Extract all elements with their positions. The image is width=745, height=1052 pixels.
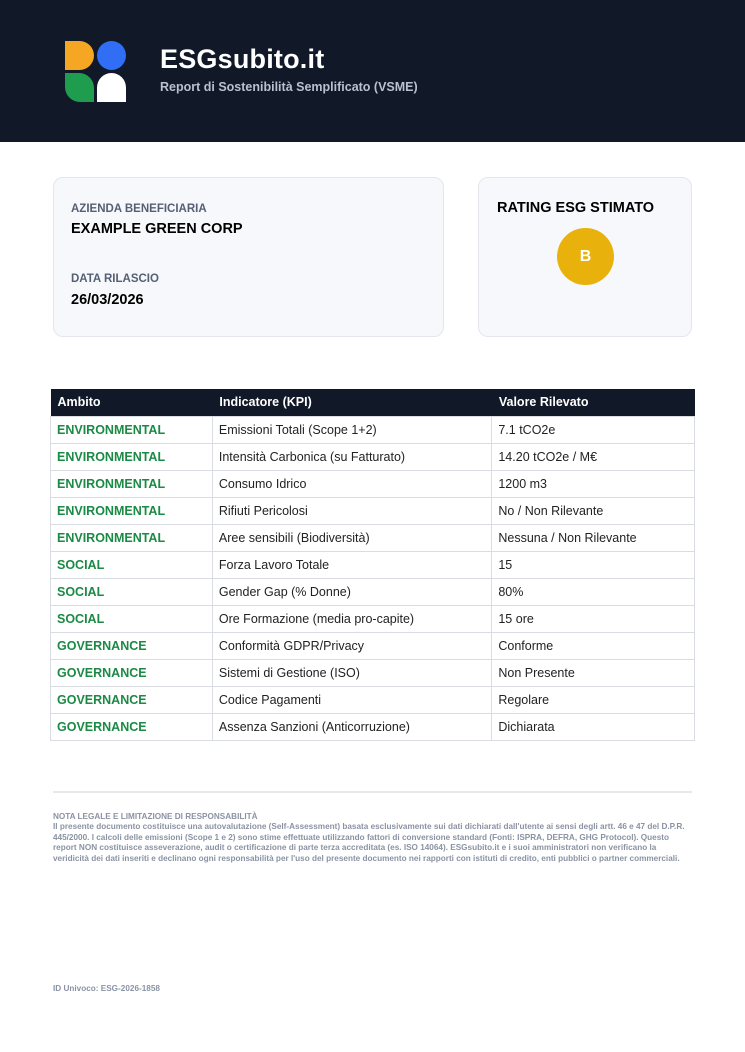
- cell-ambito: ENVIRONMENTAL: [51, 497, 213, 524]
- column-header-ambito: Ambito: [51, 389, 213, 416]
- rating-grade-badge: B: [557, 228, 614, 285]
- legal-title: NOTA LEGALE E LIMITAZIONE DI RESPONSABILITÀ: [53, 812, 258, 821]
- cell-ambito: SOCIAL: [51, 605, 213, 632]
- table-header-row: [51, 389, 695, 416]
- cell-valore: 15: [492, 551, 695, 578]
- cell-ambito: ENVIRONMENTAL: [51, 524, 213, 551]
- logo-white-arch: [97, 73, 126, 102]
- table-row: [51, 470, 695, 497]
- legal-body: Il presente documento costituisce una autovalutazione (Self-Assessment) basata esclusivamente sui dati dichiarati dall'utente ai sensi degli artt. 46 e 47 del D.P.R. 445/2000. I calcoli delle emissioni (Scope 1 e 2) sono stime effettuate utilizzando fattori di conversione standard (Fonti: ISPRA, DEFRA, GHG Protocol). Questo report NON costituisce asseverazione, audit o certificazione di parte terza accreditata (es. ISO 14064). ESGsubito.it e i suoi amministratori non verificano la veridicità dei dati inseriti e declinano ogni responsabilità per l'uso del presente documento nei rapporti con istituti di credito, enti pubblici o partner commerciali.: [53, 822, 685, 863]
- company-card: [53, 177, 444, 337]
- cell-ambito: ENVIRONMENTAL: [51, 416, 213, 443]
- cell-ambito: ENVIRONMENTAL: [51, 443, 213, 470]
- cell-ambito: GOVERNANCE: [51, 686, 213, 713]
- cell-indicatore: Codice Pagamenti: [212, 686, 491, 713]
- table-row: [51, 632, 695, 659]
- column-header-valore: Valore Rilevato: [492, 389, 695, 416]
- rating-card: [478, 177, 692, 337]
- date-label: DATA RILASCIO: [71, 273, 159, 285]
- cell-indicatore: Assenza Sanzioni (Anticorruzione): [212, 713, 491, 740]
- logo-blue-circle: [97, 41, 126, 70]
- cell-ambito: GOVERNANCE: [51, 632, 213, 659]
- cell-indicatore: Rifiuti Pericolosi: [212, 497, 491, 524]
- table-row: [51, 497, 695, 524]
- cell-valore: 1200 m3: [492, 470, 695, 497]
- cell-ambito: GOVERNANCE: [51, 713, 213, 740]
- cell-valore: 15 ore: [492, 605, 695, 632]
- table-row: [51, 713, 695, 740]
- table-row: [51, 443, 695, 470]
- report-header: [0, 0, 745, 142]
- company-label: AZIENDA BENEFICIARIA: [71, 203, 207, 215]
- cell-valore: 80%: [492, 578, 695, 605]
- date-value: 26/03/2026: [71, 292, 144, 308]
- unique-id: ID Univoco: ESG-2026-1858: [53, 984, 160, 993]
- cell-indicatore: Sistemi di Gestione (ISO): [212, 659, 491, 686]
- brand-title: ESGsubito.it: [160, 44, 325, 74]
- table-row: [51, 578, 695, 605]
- cell-indicatore: Forza Lavoro Totale: [212, 551, 491, 578]
- logo-orange-shape: [65, 41, 94, 70]
- company-name: EXAMPLE GREEN CORP: [71, 221, 243, 237]
- cell-valore: Non Presente: [492, 659, 695, 686]
- table-row: [51, 416, 695, 443]
- cell-indicatore: Emissioni Totali (Scope 1+2): [212, 416, 491, 443]
- cell-ambito: SOCIAL: [51, 578, 213, 605]
- table-row: [51, 686, 695, 713]
- cell-ambito: GOVERNANCE: [51, 659, 213, 686]
- cell-ambito: SOCIAL: [51, 551, 213, 578]
- table-row: [51, 605, 695, 632]
- cell-indicatore: Gender Gap (% Donne): [212, 578, 491, 605]
- cell-indicatore: Consumo Idrico: [212, 470, 491, 497]
- table-row: [51, 551, 695, 578]
- table-row: [51, 659, 695, 686]
- brand-logo-icon: [65, 41, 126, 102]
- brand-subtitle: Report di Sostenibilità Semplificato (VSME): [160, 80, 418, 94]
- cell-indicatore: Intensità Carbonica (su Fatturato): [212, 443, 491, 470]
- cell-valore: Dichiarata: [492, 713, 695, 740]
- cell-valore: Conforme: [492, 632, 695, 659]
- table-row: [51, 524, 695, 551]
- cell-valore: Nessuna / Non Rilevante: [492, 524, 695, 551]
- cell-indicatore: Aree sensibili (Biodiversità): [212, 524, 491, 551]
- cell-valore: 7.1 tCO2e: [492, 416, 695, 443]
- cell-indicatore: Ore Formazione (media pro-capite): [212, 605, 491, 632]
- rating-title: RATING ESG STIMATO: [497, 200, 655, 216]
- cell-valore: Regolare: [492, 686, 695, 713]
- section-divider: [53, 791, 692, 793]
- legal-disclaimer: [53, 812, 693, 864]
- cell-valore: 14.20 tCO2e / M€: [492, 443, 695, 470]
- logo-green-leaf: [65, 73, 94, 102]
- cell-ambito: ENVIRONMENTAL: [51, 470, 213, 497]
- column-header-indicatore: Indicatore (KPI): [212, 389, 491, 416]
- cell-indicatore: Conformità GDPR/Privacy: [212, 632, 491, 659]
- cell-valore: No / Non Rilevante: [492, 497, 695, 524]
- kpi-table: [50, 389, 695, 741]
